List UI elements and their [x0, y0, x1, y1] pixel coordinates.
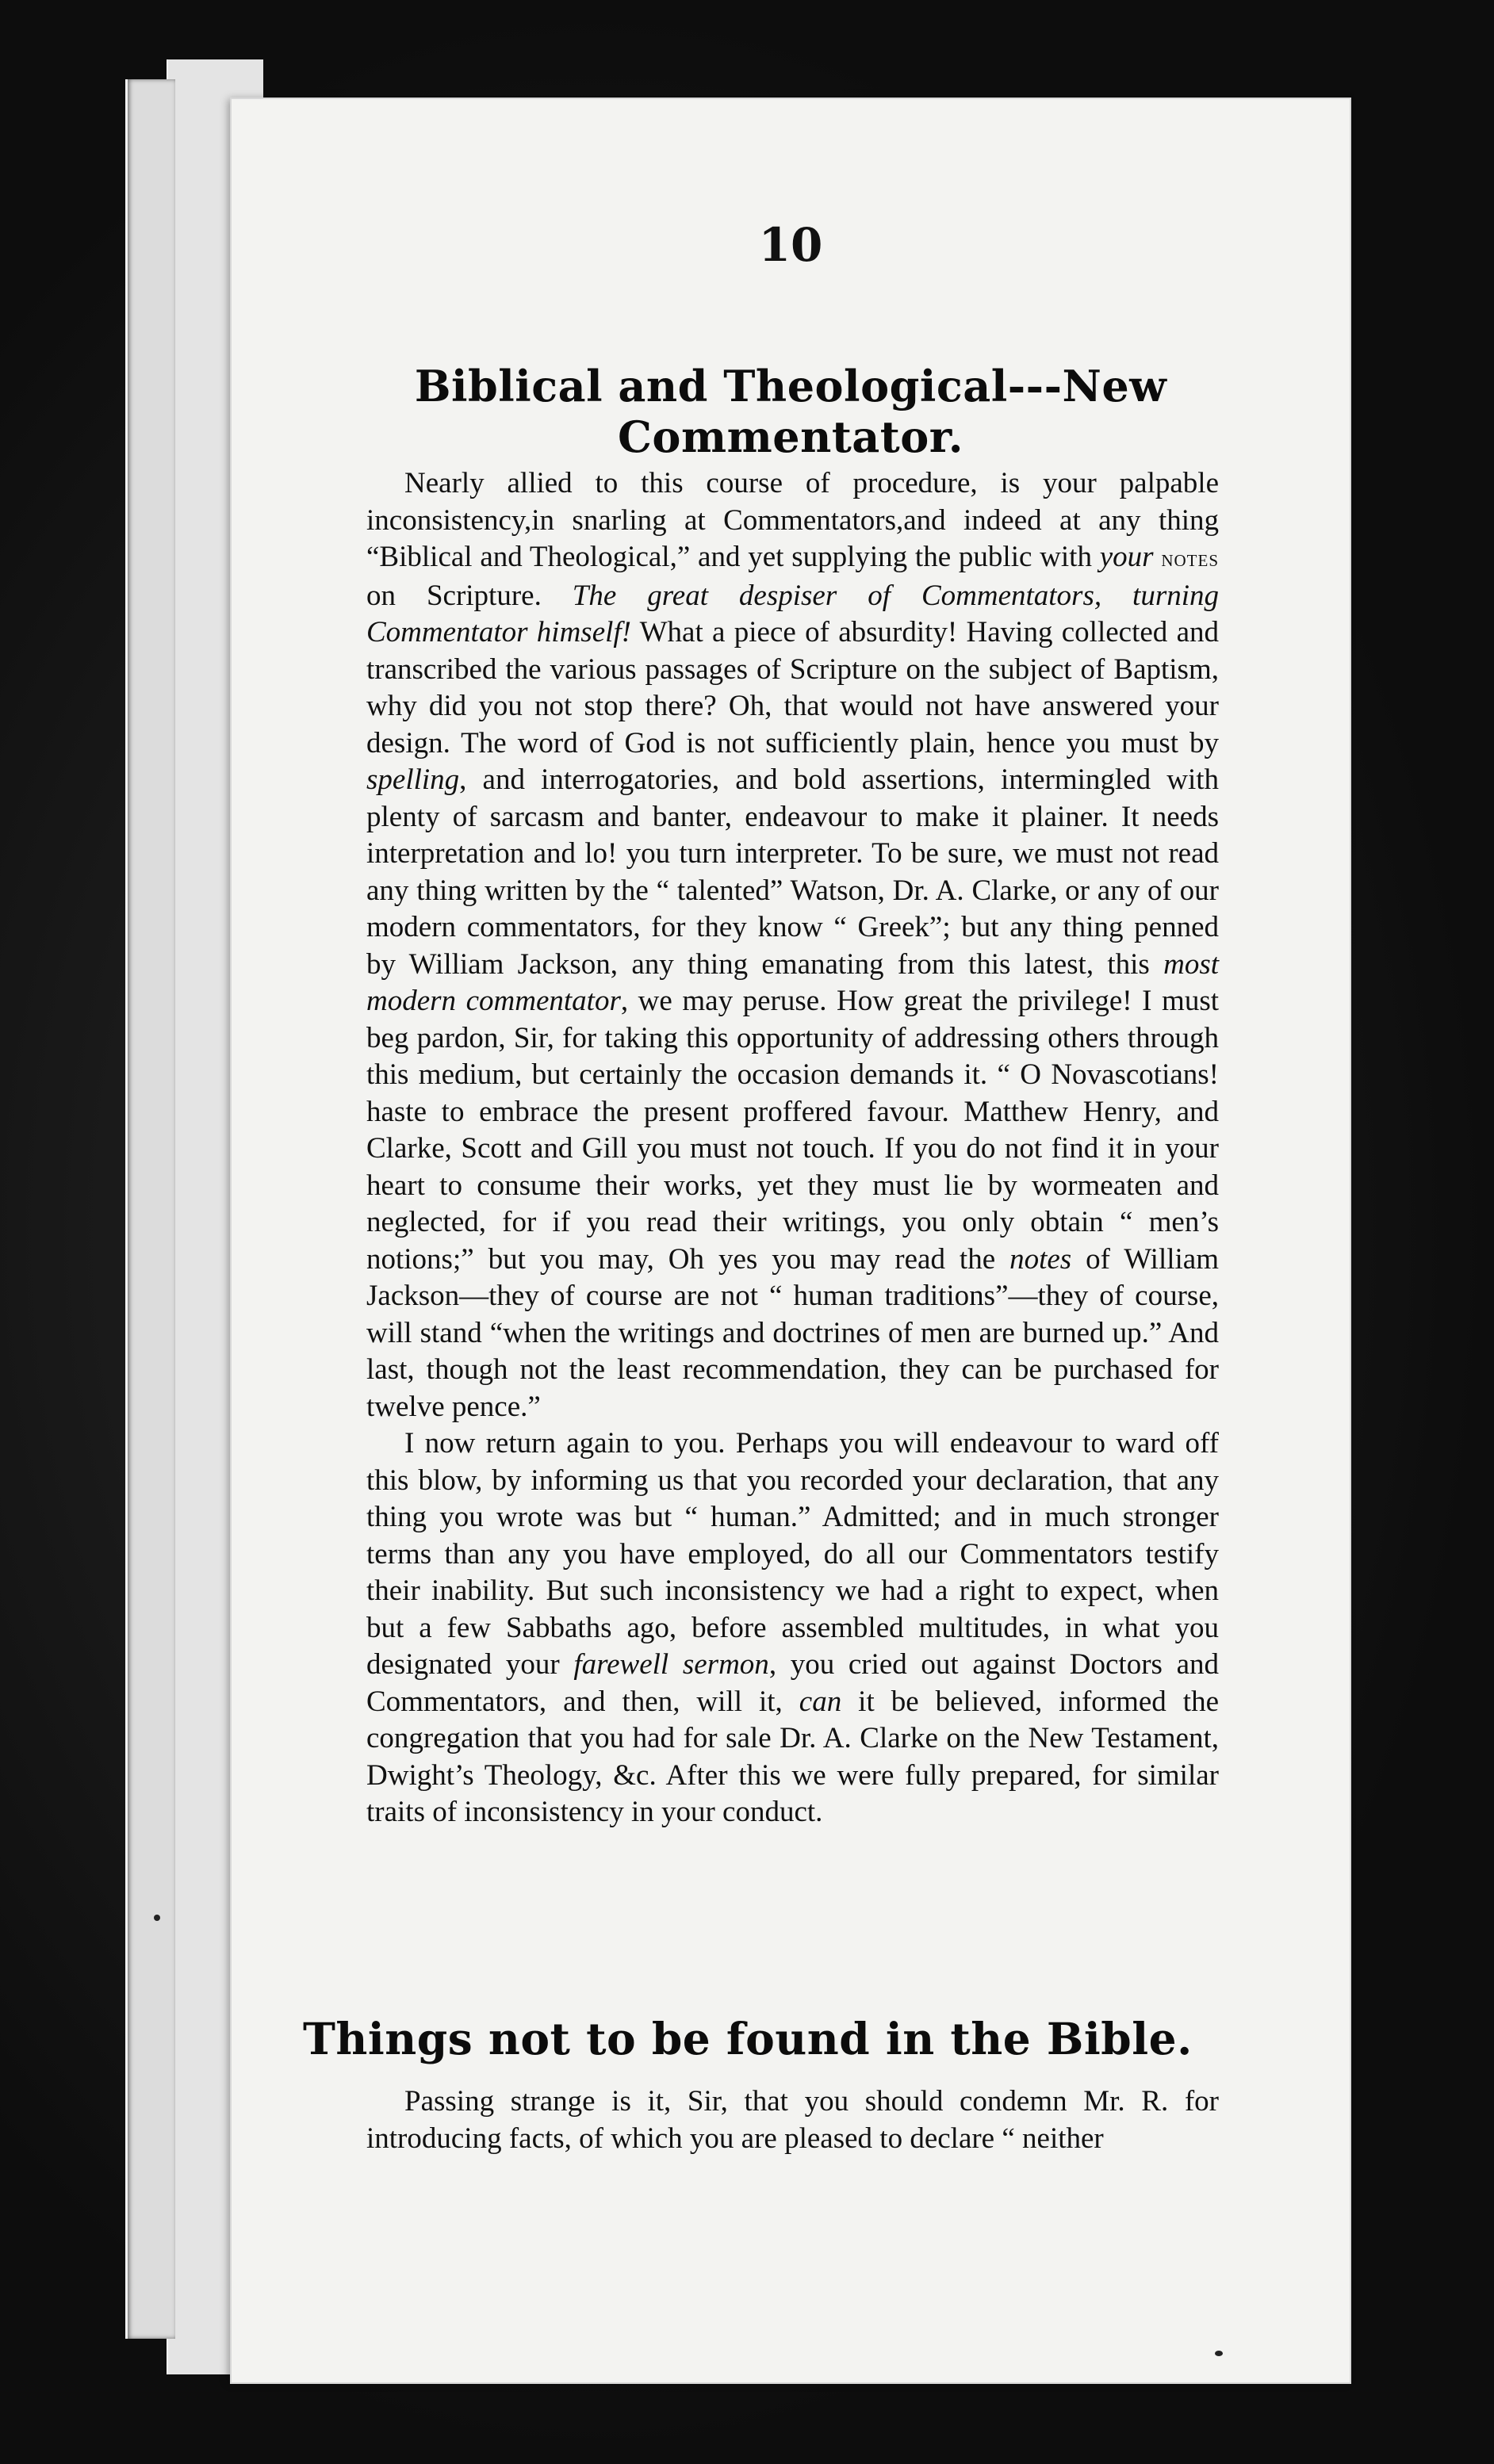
italic-text: farewell sermon: [573, 1648, 769, 1681]
section-body-biblical: [366, 465, 1219, 1831]
margin-speck: [1215, 2351, 1223, 2356]
text-run: on Scripture.: [366, 579, 573, 612]
italic-text: can: [799, 1685, 842, 1718]
document-page: [232, 99, 1350, 2382]
text-run: , and interrogatories, and bold assertions, intermingled with plenty of sarcasm and banter, endeavour to make it plainer. It needs interpretation and lo! you turn interpreter. To be sure, we must not read any thing written by the “ talented” Watson, Dr. A. Clarke, or any of our modern commentators, for they know “ Greek”; but any thing penned by William Jackson, any thing emanating from this latest, this: [366, 763, 1219, 981]
page-number: 10: [758, 218, 823, 272]
paragraph: [366, 1425, 1219, 1831]
margin-speck: [154, 1915, 160, 1921]
text-run: , you cried out against Doctors and Commentators, and then, will it,: [366, 1648, 1219, 1718]
text-run: it be believed, informed the congregation that you had for sale Dr. A. Clarke on the New Testament, Dwight’s Theology, &c. After this we were fully prepared, for similar traits of inconsistency in your conduct.: [366, 1685, 1219, 1828]
italic-text: The great despiser of Commentators, turning Commentator himself!: [366, 579, 1220, 649]
text-run: What a piece of absurdity! Having collected and transcribed the various passages of Scripture on the subject of Baptism, why did you not stop there? Oh, that would not have answered your design. The word of God is not sufficiently plain, hence you must by: [366, 616, 1219, 759]
section-body-things: [366, 2083, 1219, 2157]
paragraph: [366, 2083, 1219, 2157]
text-run: Nearly allied to this course of procedure, is your palpable inconsistency,in snarling at Commentators,and indeed at any thing “Biblical and Theological,” and yet supplying the public with: [366, 467, 1219, 573]
text-run: , we may peruse. How great the privilege! I must beg pardon, Sir, for taking this opportunity of addressing others through this medium, but certainly the occasion demands it. “ O Novascotians! haste to embrace the present proffered favour. Matthew Henry, and Clarke, Scott and Gill you must not touch. If you do not find it in your heart to consume their works, yet they must lie by wormeaten and neglected, for if you read their writings, you only obtain “ men’s notions;” but you may, Oh yes you may read the: [366, 985, 1219, 1276]
italic-text: notes: [1009, 1242, 1072, 1276]
small-caps-text: notes: [1161, 545, 1220, 572]
italic-text: spelling: [366, 763, 460, 796]
section-heading-things: Things not to be found in the Bible.: [303, 2013, 1193, 2064]
text-run: of William Jackson—they of course are not “ human traditions”—they of course, will stand “when the writings and doctrines of men are burned up.” And last, though not the least recommendation, they can be purchased for twelve pence.”: [366, 1242, 1219, 1423]
text-run: Passing strange is it, Sir, that you should condemn Mr. R. for introducing facts, of which you are pleased to declare “ neither: [366, 2085, 1219, 2155]
text-run: [1154, 541, 1162, 573]
italic-text: your: [1099, 541, 1154, 573]
underlying-page-edge-outer: [125, 79, 175, 2339]
text-run: I now return again to you. Perhaps you will endeavour to ward off this blow, by informing us that you recorded your declaration, that any thing you wrote was but “ human.” Admitted; and in much stronger terms than any you have employed, do all our Commentators testify their inability. But such inconsistency we had a right to expect, when but a few Sabbaths ago, before assembled multitudes, in what you designated your: [366, 1427, 1219, 1681]
paragraph: [366, 465, 1219, 1425]
italic-text: most modern commentator: [366, 947, 1219, 1017]
section-heading-biblical: Biblical and Theological---New Commentator.: [414, 361, 1167, 462]
